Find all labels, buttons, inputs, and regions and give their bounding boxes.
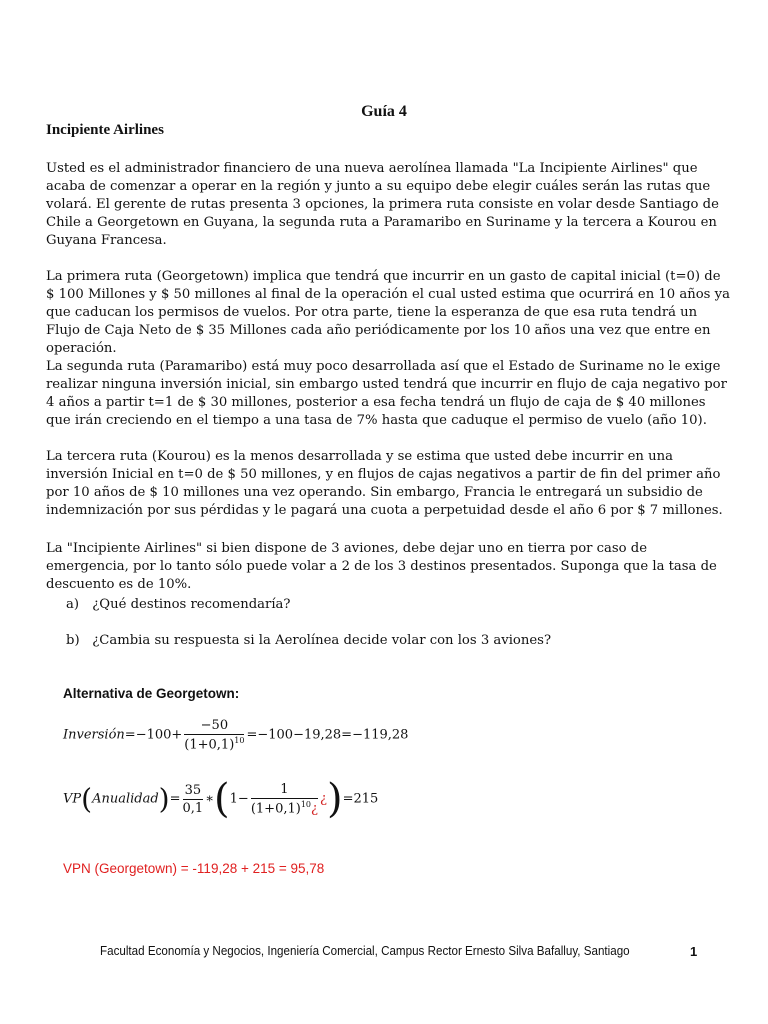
paren-close: ) [158, 782, 170, 816]
formula-label-arg: Anualidad [92, 791, 159, 807]
document-subtitle: Incipiente Airlines [46, 122, 164, 138]
page-number: 1 [690, 944, 698, 959]
vpn-result: VPN (Georgetown) = -119,28 + 215 = 95,78 [63, 861, 325, 876]
formula-eq: = [169, 791, 181, 807]
big-paren-open: ( [214, 776, 230, 822]
question-b [66, 632, 551, 650]
paragraph-intro: Usted es el administrador financiero de una nueva aerolínea llamada "La Incipiente Airlines" que acaba de comenzar a operar en la región y junto a su equipo debe elegir cuáles serán las rutas que volará. El gerente de rutas presenta 3 opciones, la primera ruta consiste en volar desde Santiago de Chile a Georgetown en Guyana, la segunda ruta a Paramaribo en Suriname y la tercera a Kourou en Guyana Francesa. [46, 161, 719, 248]
paren-open: ( [81, 782, 93, 816]
paragraph-route-georgetown: La primera ruta (Georgetown) implica que tendrá que incurrir en un gasto de capital inicial (t=0) de $ 100 Millones y $ 50 millones al final de la operación el cual usted estima que ocurrirá en 10 años ya que caducan los permisos de vuelos. Por otra parte, tiene la esperanza de que esa ruta tendrá un Flujo de Caja Neto de $ 35 Millones cada año periódicamente por los 10 años una vez que entre en operación. [46, 269, 730, 356]
paragraph-route-paramaribo: La segunda ruta (Paramaribo) está muy poco desarrollada así que el Estado de Suriname no le exige realizar ninguna inversión inicial, sin embargo usted tendrá que incurrir en flujo de caja negativo por 4 años a partir t=1 de $ 30 millones, posterior a esa fecha tendrá un flujo de caja de $ 40 millones que irán creciendo en el tiempo a una tasa de 7% hasta que caduque el permiso de vuelo (año 10). [46, 359, 727, 428]
question-letter: a) [66, 597, 80, 612]
inner-denominator-base: (1+0,1) [250, 801, 301, 817]
fraction [183, 783, 204, 816]
denominator-exponent: 10 [234, 736, 245, 745]
fraction-numerator: −50 [184, 718, 244, 735]
question-text: ¿Cambia su respuesta si la Aerolínea decide volar con los 3 aviones? [92, 633, 552, 648]
document-title: Guía 4 [361, 103, 407, 120]
inner-denominator [251, 799, 318, 816]
formula-annuity [63, 776, 378, 822]
formula-marker: ¿ [311, 801, 318, 817]
denominator-base: (1+0,1) [184, 737, 235, 753]
formula-marker-outer: ¿ [319, 791, 327, 807]
section-heading: Alternativa de Georgetown: [63, 686, 240, 701]
paragraph-route-kourou: La tercera ruta (Kourou) es la menos desarrollada y se estima que usted debe incurrir en una inversión Inicial en t=0 de $ 50 millones, y en flujos de cajas negativos a partir de fin del primer año por 10 años de $ 10 millones una vez operando. Sin embargo, Francia le entregará un subsidio de indemnización por sus pérdidas y le pagará una cuota a perpetuidad desde el año 6 por $ 7 millones. [46, 449, 723, 518]
formula-mult: ∗ [205, 791, 215, 807]
fraction [184, 718, 244, 752]
formula-investment [63, 718, 408, 752]
question-text: ¿Qué destinos recomendaría? [92, 597, 291, 612]
fraction-denominator: 0,1 [182, 800, 204, 816]
formula-lhs: =−100+ [124, 727, 183, 743]
question-letter: b) [66, 633, 80, 648]
fraction-denominator [184, 735, 244, 752]
inner-denominator-exponent: 10 [300, 799, 311, 809]
formula-rhs: =−100−19,28=−119,28 [246, 727, 409, 743]
formula-label: Inversión [63, 727, 125, 743]
inner-numerator: 1 [251, 782, 318, 799]
formula-label-pre: VP [63, 791, 82, 807]
paragraph-constraints: La "Incipiente Airlines" si bien dispone de 3 aviones, debe dejar uno en tierra por caso de emergencia, por lo tanto sólo puede volar a 2 de los 3 destinos presentados. Suponga que la tasa de descuento es de 10%. [46, 541, 717, 592]
formula-rhs: =215 [342, 791, 379, 807]
fraction-numerator: 35 [183, 783, 204, 800]
big-paren-close: ) [326, 776, 343, 822]
formula-one-minus: 1− [229, 791, 249, 807]
page-footer: Facultad Economía y Negocios, Ingeniería Comercial, Campus Rector Ernesto Silva Bafalluy, Santiago [100, 944, 630, 958]
inner-fraction [251, 782, 318, 816]
question-a [66, 596, 291, 614]
